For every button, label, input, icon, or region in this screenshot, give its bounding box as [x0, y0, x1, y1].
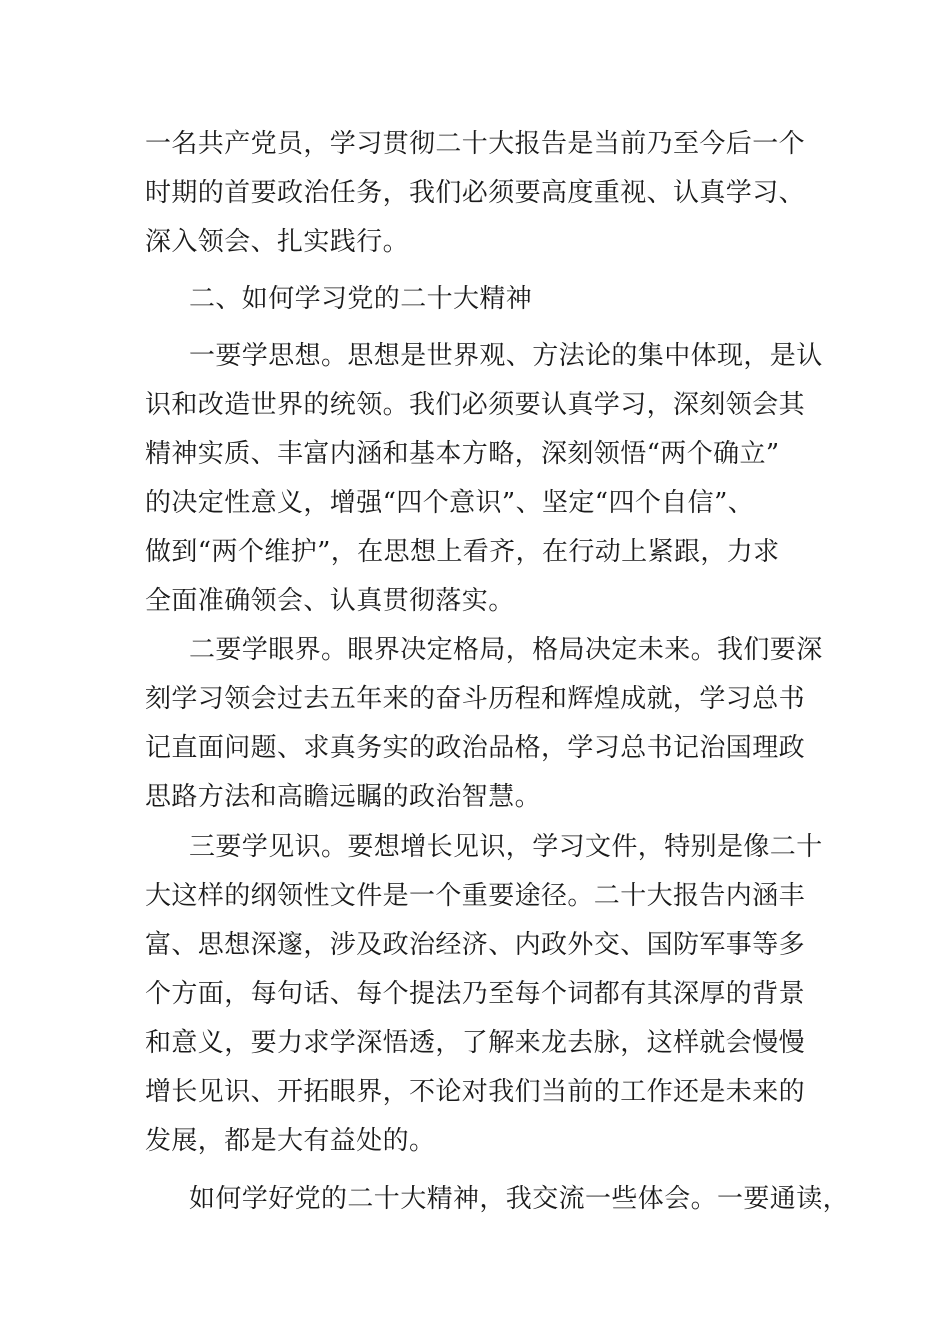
text-line: 深入领会、扎实践行。	[145, 227, 410, 257]
paragraph-start-line: 一要学思想。思想是世界观、方法论的集中体现，是认	[189, 341, 823, 371]
section-heading: 二、如何学习党的二十大精神	[189, 284, 533, 314]
text-line: 做到“两个维护”，在思想上看齐，在行动上紧跟，力求	[145, 537, 780, 567]
paragraph-start-line: 如何学好党的二十大精神，我交流一些体会。一要通读，	[189, 1184, 850, 1214]
text-line: 全面准确领会、认真贯彻落实。	[145, 586, 515, 616]
text-line: 记直面问题、求真务实的政治品格，学习总书记治国理政	[145, 733, 806, 763]
paragraph-start-line: 二要学眼界。眼界决定格局，格局决定未来。我们要深	[189, 635, 823, 665]
text-line: 刻学习领会过去五年来的奋斗历程和辉煌成就，学习总书	[145, 684, 806, 714]
text-line: 大这样的纲领性文件是一个重要途径。二十大报告内涵丰	[145, 881, 806, 911]
text-line: 和意义，要力求学深悟透，了解来龙去脉，这样就会慢慢	[145, 1028, 806, 1058]
text-line: 一名共产党员，学习贯彻二十大报告是当前乃至今后一个	[145, 129, 806, 159]
text-line: 思路方法和高瞻远瞩的政治智慧。	[145, 782, 542, 812]
text-line: 的决定性意义，增强“四个意识”、坚定“四个自信”、	[145, 488, 755, 518]
text-line: 时期的首要政治任务，我们必须要高度重视、认真学习、	[145, 178, 806, 208]
text-line: 识和改造世界的统领。我们必须要认真学习，深刻领会其	[145, 390, 806, 420]
text-line: 发展，都是大有益处的。	[145, 1126, 436, 1156]
text-line: 增长见识、开拓眼界，不论对我们当前的工作还是未来的	[145, 1077, 806, 1107]
paragraph-start-line: 三要学见识。要想增长见识，学习文件，特别是像二十	[189, 832, 823, 862]
text-line: 精神实质、丰富内涵和基本方略，深刻领悟“两个确立”	[145, 439, 780, 469]
text-line: 富、思想深邃，涉及政治经济、内政外交、国防军事等多	[145, 930, 806, 960]
text-line: 个方面，每句话、每个提法乃至每个词都有其深厚的背景	[145, 979, 806, 1009]
